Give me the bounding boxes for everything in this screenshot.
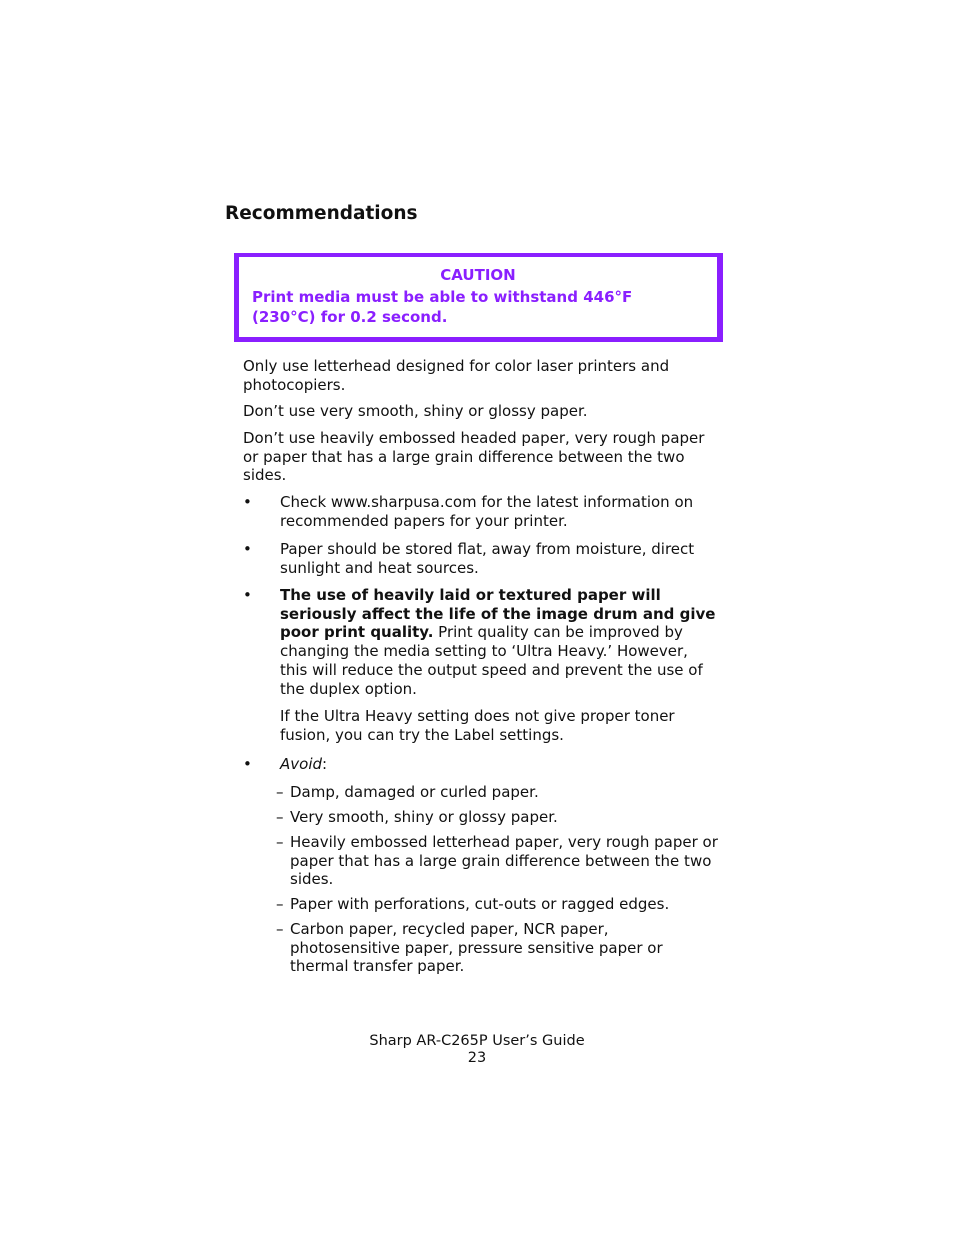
- text: Print quality can be improved by: [433, 623, 683, 642]
- paragraph-embossed: [243, 429, 733, 485]
- paragraph-letterhead: [243, 357, 733, 394]
- text-line: sides.: [290, 870, 334, 889]
- text-line: photosensitive paper, pressure sensitive paper or: [290, 938, 663, 957]
- caution-title: CAUTION: [440, 266, 516, 284]
- text-line: paper that has a large grain difference between the two: [290, 851, 712, 870]
- avoid-label: Avoid: [280, 755, 323, 773]
- text-line: Paper with perforations, cut-outs or ragged edges.: [290, 895, 670, 913]
- caution-line: (230°C) for 0.2 second.: [252, 307, 448, 326]
- paragraph-smooth-paper: [243, 402, 733, 421]
- dash-icon: –: [276, 920, 284, 938]
- text-line: Damp, damaged or curled paper.: [290, 783, 539, 801]
- text-line: changing the media setting to ‘Ultra Heavy.’ However,: [280, 642, 688, 661]
- text-line: sunlight and heat sources.: [280, 558, 479, 577]
- text-line: Check www.sharpusa.com for the latest information on: [280, 493, 694, 511]
- bullet-icon: •: [243, 755, 252, 773]
- text-line: photocopiers.: [243, 375, 346, 394]
- caution-box: [234, 253, 723, 342]
- bold-text: poor print quality.: [280, 623, 434, 642]
- dash-icon: –: [276, 808, 284, 826]
- text-line: fusion, you can try the Label settings.: [280, 725, 564, 744]
- text-line: sides.: [243, 466, 287, 485]
- text-line: or paper that has a large grain difference between the two: [243, 447, 685, 466]
- bold-line: seriously affect the life of the image drum and give: [280, 604, 716, 623]
- section-heading: Recommendations: [225, 203, 418, 224]
- text-line: Heavily embossed letterhead paper, very rough paper or: [290, 833, 718, 851]
- text-line: the duplex option.: [280, 679, 417, 698]
- text-line: thermal transfer paper.: [290, 957, 465, 976]
- text-line: Don’t use very smooth, shiny or glossy paper.: [243, 402, 588, 420]
- text-line: If the Ultra Heavy setting does not give proper toner: [280, 707, 675, 726]
- text-line: Carbon paper, recycled paper, NCR paper,: [290, 920, 609, 938]
- dash-icon: –: [276, 783, 284, 801]
- caution-text: [252, 288, 692, 327]
- colon: :: [322, 755, 328, 773]
- bullet-icon: •: [243, 493, 252, 511]
- text-line: recommended papers for your printer.: [280, 511, 568, 530]
- text-line: Don’t use heavily embossed headed paper, very rough paper: [243, 429, 705, 447]
- bold-line: The use of heavily laid or textured paper will: [280, 586, 661, 604]
- bullet-icon: •: [243, 586, 252, 604]
- bullet-icon: •: [243, 540, 252, 558]
- page-number: 23: [467, 1050, 487, 1066]
- text-line: Very smooth, shiny or glossy paper.: [290, 808, 558, 826]
- footer-title: Sharp AR-C265P User’s Guide: [369, 1033, 585, 1049]
- dash-icon: –: [276, 833, 284, 851]
- dash-icon: –: [276, 895, 284, 913]
- text-line: Only use letterhead designed for color laser printers and: [243, 357, 670, 375]
- caution-line: Print media must be able to withstand 446°F: [252, 288, 633, 306]
- mixed-line: [280, 623, 732, 642]
- text-line: this will reduce the output speed and prevent the use of: [280, 660, 703, 679]
- text-line: Paper should be stored flat, away from moisture, direct: [280, 540, 695, 558]
